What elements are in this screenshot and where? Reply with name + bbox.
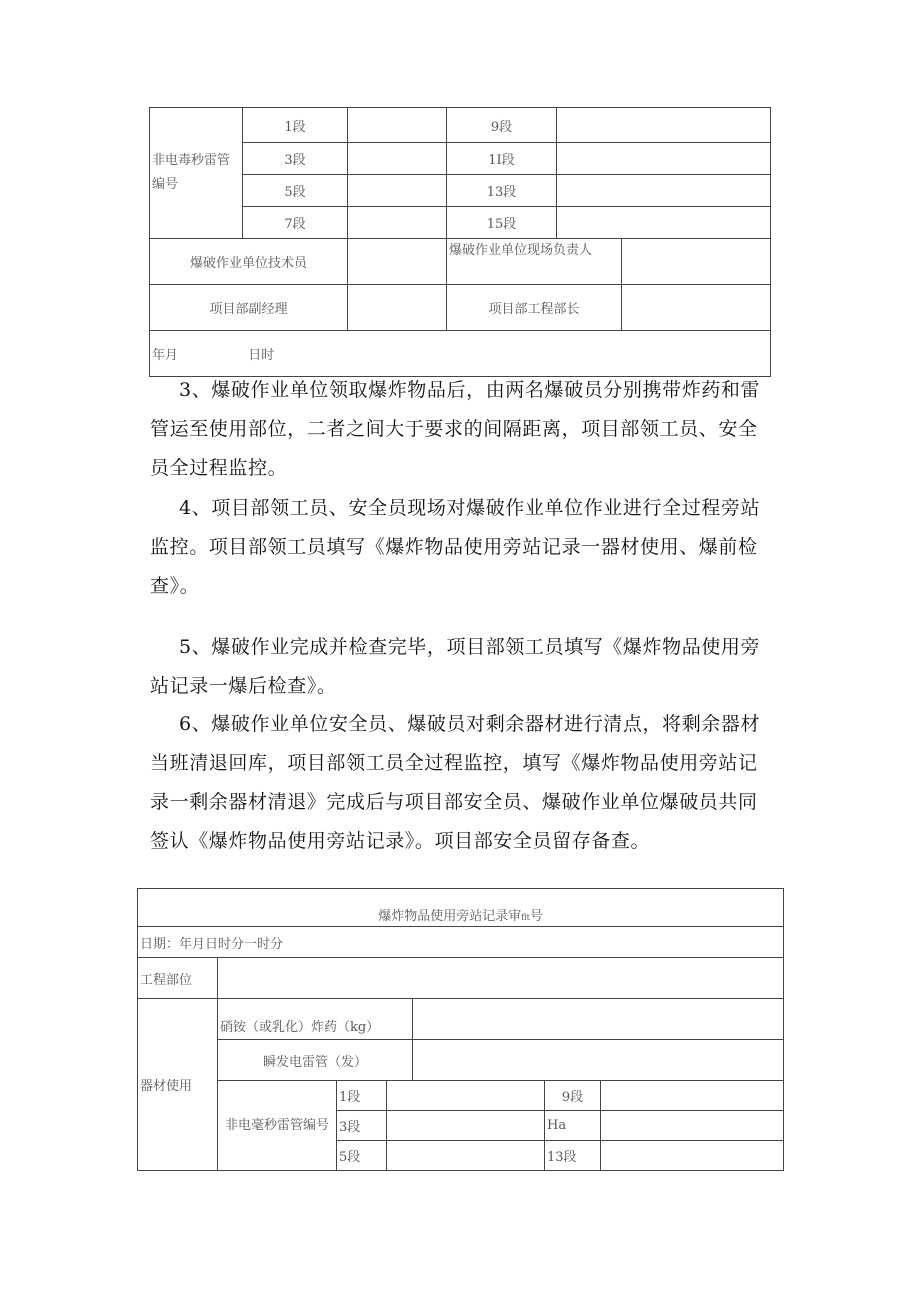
segment-label: 5段 — [243, 175, 348, 207]
location-label: 工程部位 — [138, 958, 218, 999]
tech-label: 爆破作业单位技术员 — [150, 239, 348, 285]
segment-label: 15段 — [447, 207, 557, 239]
segment-label: 9段 — [447, 108, 557, 143]
segment-value — [348, 175, 447, 207]
segment-label: 3段 — [243, 143, 348, 175]
detonator-value — [413, 1040, 784, 1081]
segment-label: 5段 — [337, 1141, 387, 1171]
segment-value — [557, 143, 771, 175]
usage-record-table — [137, 888, 784, 1171]
eng-head-signature — [622, 285, 771, 331]
location-value — [218, 958, 784, 999]
segment-value — [601, 1081, 784, 1111]
date-dh: 日时 — [248, 348, 275, 363]
ms-detonator-label: 非电毫秒雷管编号 — [218, 1081, 337, 1171]
detonator-signoff-table — [149, 107, 771, 377]
record-date: 日期：年月日时分一时分 — [138, 927, 784, 958]
detonator-label: 瞬发电雷管（发） — [218, 1040, 413, 1081]
group-label: 非电毒秒雷管编号 — [150, 108, 243, 239]
record-title — [138, 889, 784, 927]
paragraph-4: 4、项目部领工员、安全员现场对爆破作业单位作业进行全过程旁站监控。项目部领工员填写《爆炸物品使用旁站记录一器材使用、爆前检查》。 — [150, 497, 761, 597]
deputy-manager-signature — [348, 285, 447, 331]
segment-value — [557, 207, 771, 239]
paragraph-3: 3、爆破作业单位领取爆炸物品后，由两名爆破员分别携带炸药和雷管运至使用部位，二者之间大于要求的间隔距离，项目部领工员、安全员全过程监控。 — [150, 379, 761, 479]
segment-value — [348, 207, 447, 239]
materials-label: 器材使用 — [138, 999, 218, 1171]
segment-label: 9段 — [545, 1081, 601, 1111]
title-end: 号 — [529, 909, 543, 924]
segment-value — [601, 1141, 784, 1171]
paragraph-6: 6、爆破作业单位安全员、爆破员对剩余器材进行清点，将剩余器材当班清退回库，项目部领工员全过程监控，填写《爆炸物品使用旁站记录一剩余器材清退》完成后与项目部安全员、爆破作业单位爆破员共同签认《爆炸物品使用旁站记录》。项目部安全员留存备查。 — [150, 713, 761, 852]
segment-label: 1段 — [243, 108, 348, 143]
segment-label: Ha — [545, 1111, 601, 1141]
explosive-value — [413, 999, 784, 1040]
segment-value — [557, 175, 771, 207]
segment-value — [387, 1111, 545, 1141]
segment-label: 1段 — [337, 1081, 387, 1111]
paragraph-5: 5、爆破作业完成并检查完毕，项目部领工员填写《爆炸物品使用旁站记录一爆后检查》。 — [150, 636, 761, 697]
date-row — [150, 331, 771, 377]
title-small: flt — [521, 913, 530, 922]
site-lead-label: 爆破作业单位现场负责人 — [447, 239, 622, 285]
segment-label: 3段 — [337, 1111, 387, 1141]
explosive-label: 硝铵（或乳化）炸药（kg） — [218, 999, 413, 1040]
tech-signature — [348, 239, 447, 285]
title-main: 爆炸物品使用旁站记录审 — [378, 909, 522, 924]
segment-label: 7段 — [243, 207, 348, 239]
segment-value — [601, 1111, 784, 1141]
segment-value — [387, 1141, 545, 1171]
segment-value — [348, 143, 447, 175]
deputy-manager-label: 项目部副经理 — [150, 285, 348, 331]
site-lead-signature — [622, 239, 771, 285]
eng-head-label: 项目部工程部长 — [447, 285, 622, 331]
segment-value — [387, 1081, 545, 1111]
segment-label: 1I段 — [447, 143, 557, 175]
segment-label: 13段 — [545, 1141, 601, 1171]
segment-label: 13段 — [447, 175, 557, 207]
segment-value — [348, 108, 447, 143]
segment-value — [557, 108, 771, 143]
date-ym: 年月 — [152, 348, 179, 363]
